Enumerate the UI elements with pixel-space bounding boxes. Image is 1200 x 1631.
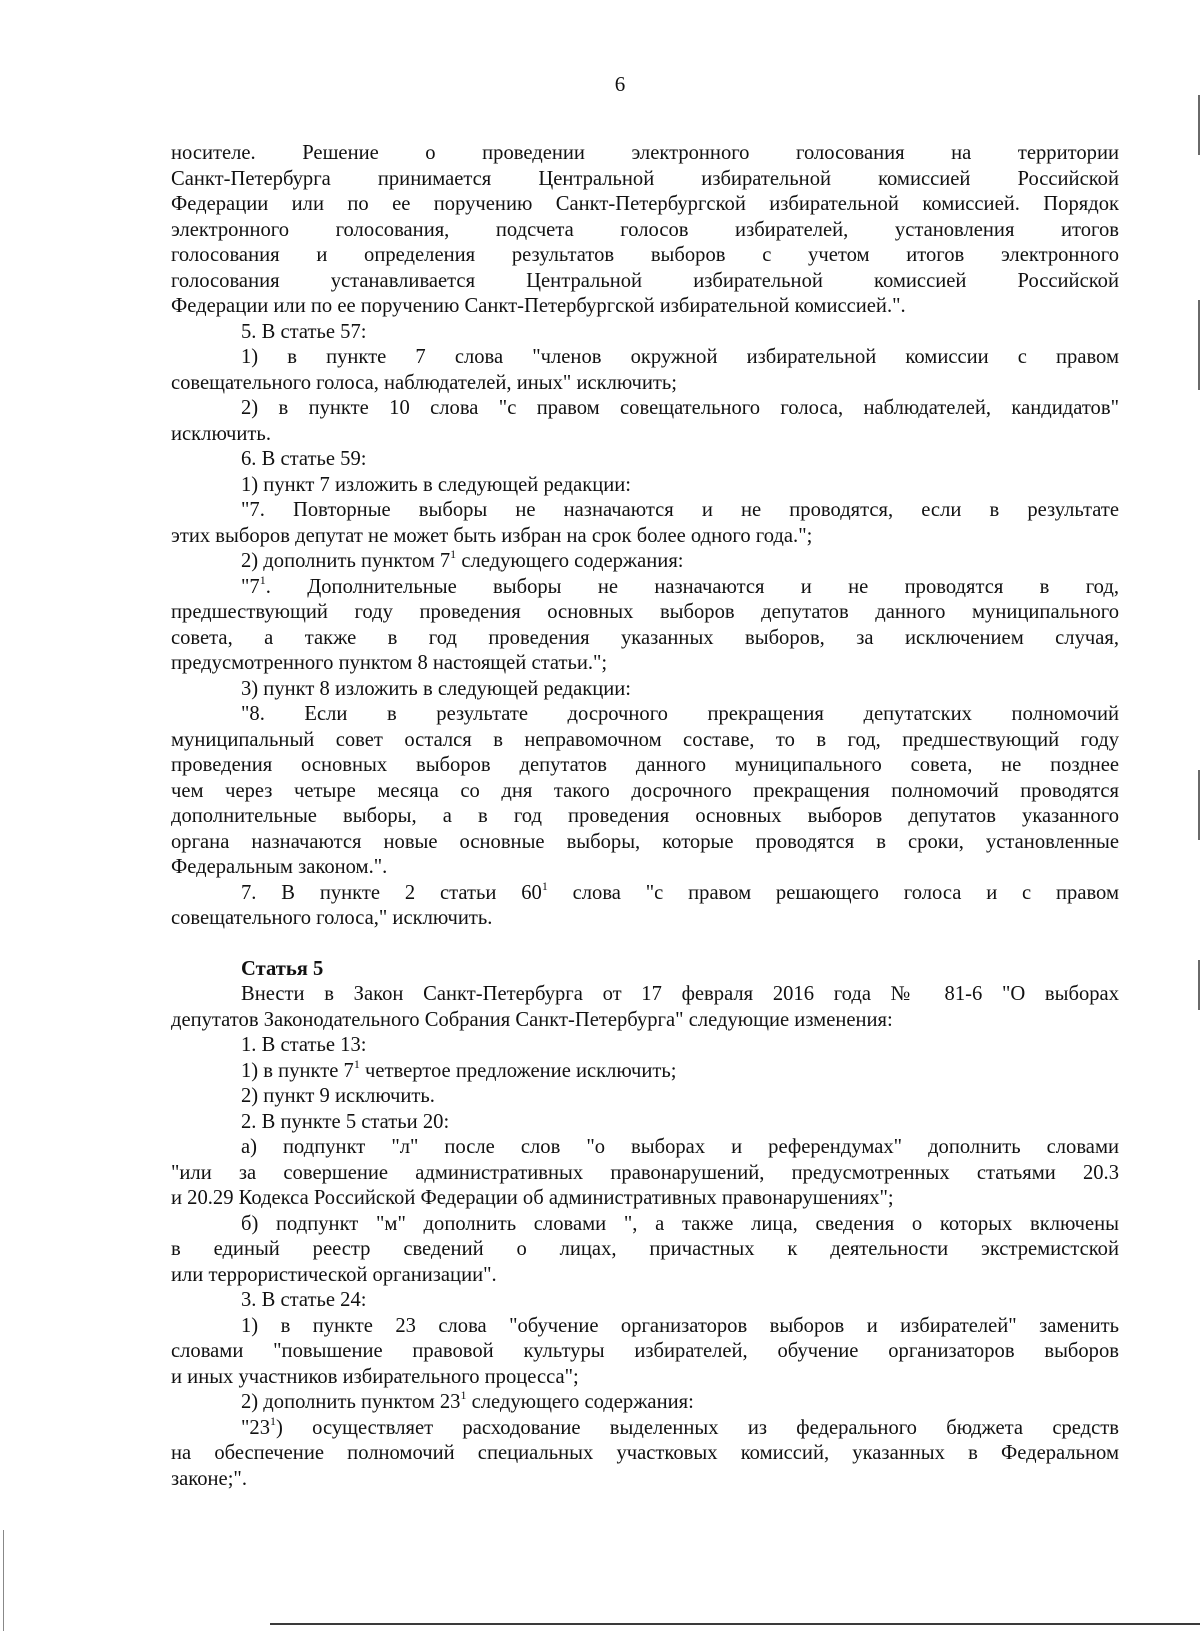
- text-line: [171, 269, 1119, 295]
- text-line: [171, 1288, 1119, 1314]
- text-run: четвертое предложение исключить;: [359, 1059, 677, 1082]
- text-run: следующего содержания:: [466, 1391, 694, 1413]
- text-run: 2) дополнить пунктом 7: [241, 550, 451, 572]
- text-line: [171, 651, 1119, 677]
- text-run: 5. В статье 57:: [241, 320, 367, 343]
- text-line: [171, 830, 1119, 856]
- text-run: голосования и определения результатов выборов с учетом итогов электронного: [171, 244, 1119, 266]
- superscript: 1: [450, 547, 457, 561]
- text-run: и иных участников избирательного процесса";: [171, 1365, 579, 1388]
- text-line: [171, 1467, 1119, 1493]
- text-run: "8. Если в результате досрочного прекращения депутатских полномочий: [241, 703, 1119, 725]
- superscript: 1: [353, 1056, 360, 1071]
- text-run: 3) пункт 8 изложить в следующей редакции:: [241, 677, 632, 700]
- superscript: 1: [270, 1413, 277, 1428]
- text-line: [171, 1314, 1119, 1340]
- text-line: [171, 779, 1119, 805]
- text-run: "7: [241, 575, 260, 598]
- text-run: дополнительные выборы, а в год проведения основных выборов депутатов указанного: [171, 805, 1119, 827]
- text-run: 2) пункт 9 исключить.: [241, 1085, 435, 1107]
- text-run: совещательного голоса, наблюдателей, иных" исключить;: [171, 371, 677, 394]
- text-line: [171, 1008, 1119, 1034]
- text-run: 2. В пункте 5 статьи 20:: [241, 1110, 450, 1133]
- superscript: 1: [259, 572, 266, 587]
- text-run: ) осуществляет расходование выделенных из федерального бюджета средств: [276, 1416, 1119, 1439]
- superscript: 1: [541, 878, 548, 893]
- text-run: 1) пункт 7 изложить в следующей редакции:: [241, 473, 632, 496]
- text-line: [171, 1212, 1119, 1238]
- text-run: исключить.: [171, 422, 271, 445]
- text-line: [171, 1033, 1119, 1059]
- text-line: [171, 1413, 1119, 1442]
- text-line: [171, 1441, 1119, 1467]
- text-run: 3. В статье 24:: [241, 1289, 367, 1311]
- text-run: предшествующий году проведения основных выборов депутатов данного муниципального: [171, 601, 1119, 623]
- text-run: 1) в пункте 7: [241, 1059, 354, 1082]
- text-line: [171, 1263, 1119, 1289]
- text-line: [171, 855, 1119, 881]
- text-line: [171, 447, 1119, 473]
- text-run: "7. Повторные выборы не назначаются и не проводятся, если в результате: [241, 499, 1119, 521]
- text-run: и 20.29 Кодекса Российской Федерации об административных правонарушениях";: [171, 1187, 894, 1209]
- scan-edge-mark: [3, 1530, 4, 1631]
- text-line: [171, 294, 1119, 320]
- text-line: [171, 345, 1119, 371]
- article-heading: [171, 957, 1119, 983]
- text-line: [171, 549, 1119, 575]
- text-line: [171, 218, 1119, 244]
- text-line: [171, 524, 1119, 550]
- text-run: 2) в пункте 10 слова "с правом совещательного голоса, наблюдателей, кандидатов": [241, 397, 1119, 419]
- text-run: Федерации или по ее поручению Санкт-Петербургской избирательной комиссией.".: [171, 295, 906, 317]
- text-line: [171, 1339, 1119, 1365]
- text-run: электронного голосования, подсчета голосов избирателей, установления итогов: [171, 218, 1119, 241]
- text-run: Статья 5: [241, 957, 324, 980]
- text-run: 1) в пункте 23 слова "обучение организаторов выборов и избирателей" заменить: [241, 1314, 1119, 1337]
- scan-bottom-rule: [270, 1623, 1200, 1625]
- text-run: проведения основных выборов депутатов данного муниципального совета, не позднее: [171, 754, 1119, 776]
- text-run: носителе. Решение о проведении электронного голосования на территории: [171, 142, 1119, 164]
- text-line: [171, 1110, 1119, 1136]
- text-run: слова "с правом решающего голоса и с правом: [547, 881, 1119, 904]
- text-run: предусмотренного пунктом 8 настоящей статьи.";: [171, 652, 608, 674]
- text-run: чем через четыре месяца со дня такого досрочного прекращения полномочий проводятся: [171, 779, 1119, 802]
- text-run: законе;".: [171, 1467, 247, 1490]
- text-line: [171, 141, 1119, 167]
- text-run: "23: [241, 1416, 271, 1439]
- text-line: [171, 243, 1119, 269]
- text-run: б) подпункт "м" дополнить словами ", а также лица, сведения о которых включены: [241, 1212, 1119, 1235]
- text-line: [171, 422, 1119, 448]
- text-run: "или за совершение административных правонарушений, предусмотренных статьями 20.3: [171, 1161, 1119, 1184]
- text-run: Федерации или по ее поручению Санкт-Петербургской избирательной комиссией. Порядок: [171, 193, 1119, 215]
- text-line: [171, 1390, 1119, 1416]
- text-line: [171, 572, 1119, 601]
- text-line: [171, 1056, 1119, 1085]
- text-run: совещательного голоса," исключить.: [171, 907, 493, 929]
- text-run: словами "повышение правовой культуры избирателей, обучение организаторов выборов: [171, 1340, 1119, 1362]
- page-number: 6: [614, 72, 626, 96]
- text-line: [171, 728, 1119, 754]
- text-line: [171, 982, 1119, 1008]
- text-run: 6. В статье 59:: [241, 448, 367, 470]
- text-line: [171, 1237, 1119, 1263]
- text-run: или террористической организации".: [171, 1263, 497, 1286]
- text-run: совета, а также в год проведения указанных выборов, за исключением случая,: [171, 626, 1119, 649]
- text-line: [171, 192, 1119, 218]
- text-run: этих выборов депутат не может быть избран на срок более одного года.";: [171, 524, 813, 547]
- text-line: [171, 626, 1119, 652]
- text-run: а) подпункт "л" после слов "о выборах и референдумах" дополнить словами: [241, 1136, 1119, 1158]
- text-line: [171, 167, 1119, 193]
- text-line: [171, 804, 1119, 830]
- text-line: [171, 498, 1119, 524]
- text-line: [171, 906, 1119, 932]
- text-line: [171, 677, 1119, 703]
- text-line: [171, 1084, 1119, 1110]
- text-run: Федеральным законом.".: [171, 856, 388, 878]
- text-run: Санкт-Петербурга принимается Центральной избирательной комиссией Российской: [171, 167, 1119, 190]
- text-line: [171, 1161, 1119, 1187]
- text-run: органа назначаются новые основные выборы, которые проводятся в сроки, установленные: [171, 830, 1119, 853]
- text-line: [171, 1186, 1119, 1212]
- text-run: следующего содержания:: [456, 550, 684, 572]
- text-run: голосования устанавливается Центральной избирательной комиссией Российской: [171, 269, 1119, 292]
- superscript: 1: [460, 1388, 467, 1402]
- text-run: депутатов Законодательного Собрания Санкт-Петербурга" следующие изменения:: [171, 1008, 893, 1031]
- text-line: [171, 1365, 1119, 1391]
- text-run: в единый реестр сведений о лицах, причастных к деятельности экстремистской: [171, 1238, 1119, 1260]
- text-line: [171, 371, 1119, 397]
- text-run: . Дополнительные выборы не назначаются и не проводятся в год,: [265, 575, 1119, 598]
- document-body: [171, 141, 1119, 1492]
- text-line: [171, 320, 1119, 346]
- text-run: 1) в пункте 7 слова "членов окружной избирательной комиссии с правом: [241, 346, 1119, 368]
- text-run: 2) дополнить пунктом 23: [241, 1391, 461, 1413]
- text-line: [171, 396, 1119, 422]
- text-line: [171, 753, 1119, 779]
- text-line: [171, 702, 1119, 728]
- text-line: [171, 1135, 1119, 1161]
- text-run: на обеспечение полномочий специальных участковых комиссий, указанных в Федеральном: [171, 1442, 1119, 1464]
- text-run: 1. В статье 13:: [241, 1034, 367, 1056]
- text-line: [171, 878, 1119, 907]
- text-line: [171, 600, 1119, 626]
- text-run: Внести в Закон Санкт-Петербурга от 17 февраля 2016 года № 81-6 "О выборах: [241, 983, 1119, 1005]
- text-run: 7. В пункте 2 статьи 60: [241, 881, 542, 904]
- text-run: муниципальный совет остался в неправомочном составе, то в год, предшествующий году: [171, 728, 1119, 751]
- text-line: [171, 473, 1119, 499]
